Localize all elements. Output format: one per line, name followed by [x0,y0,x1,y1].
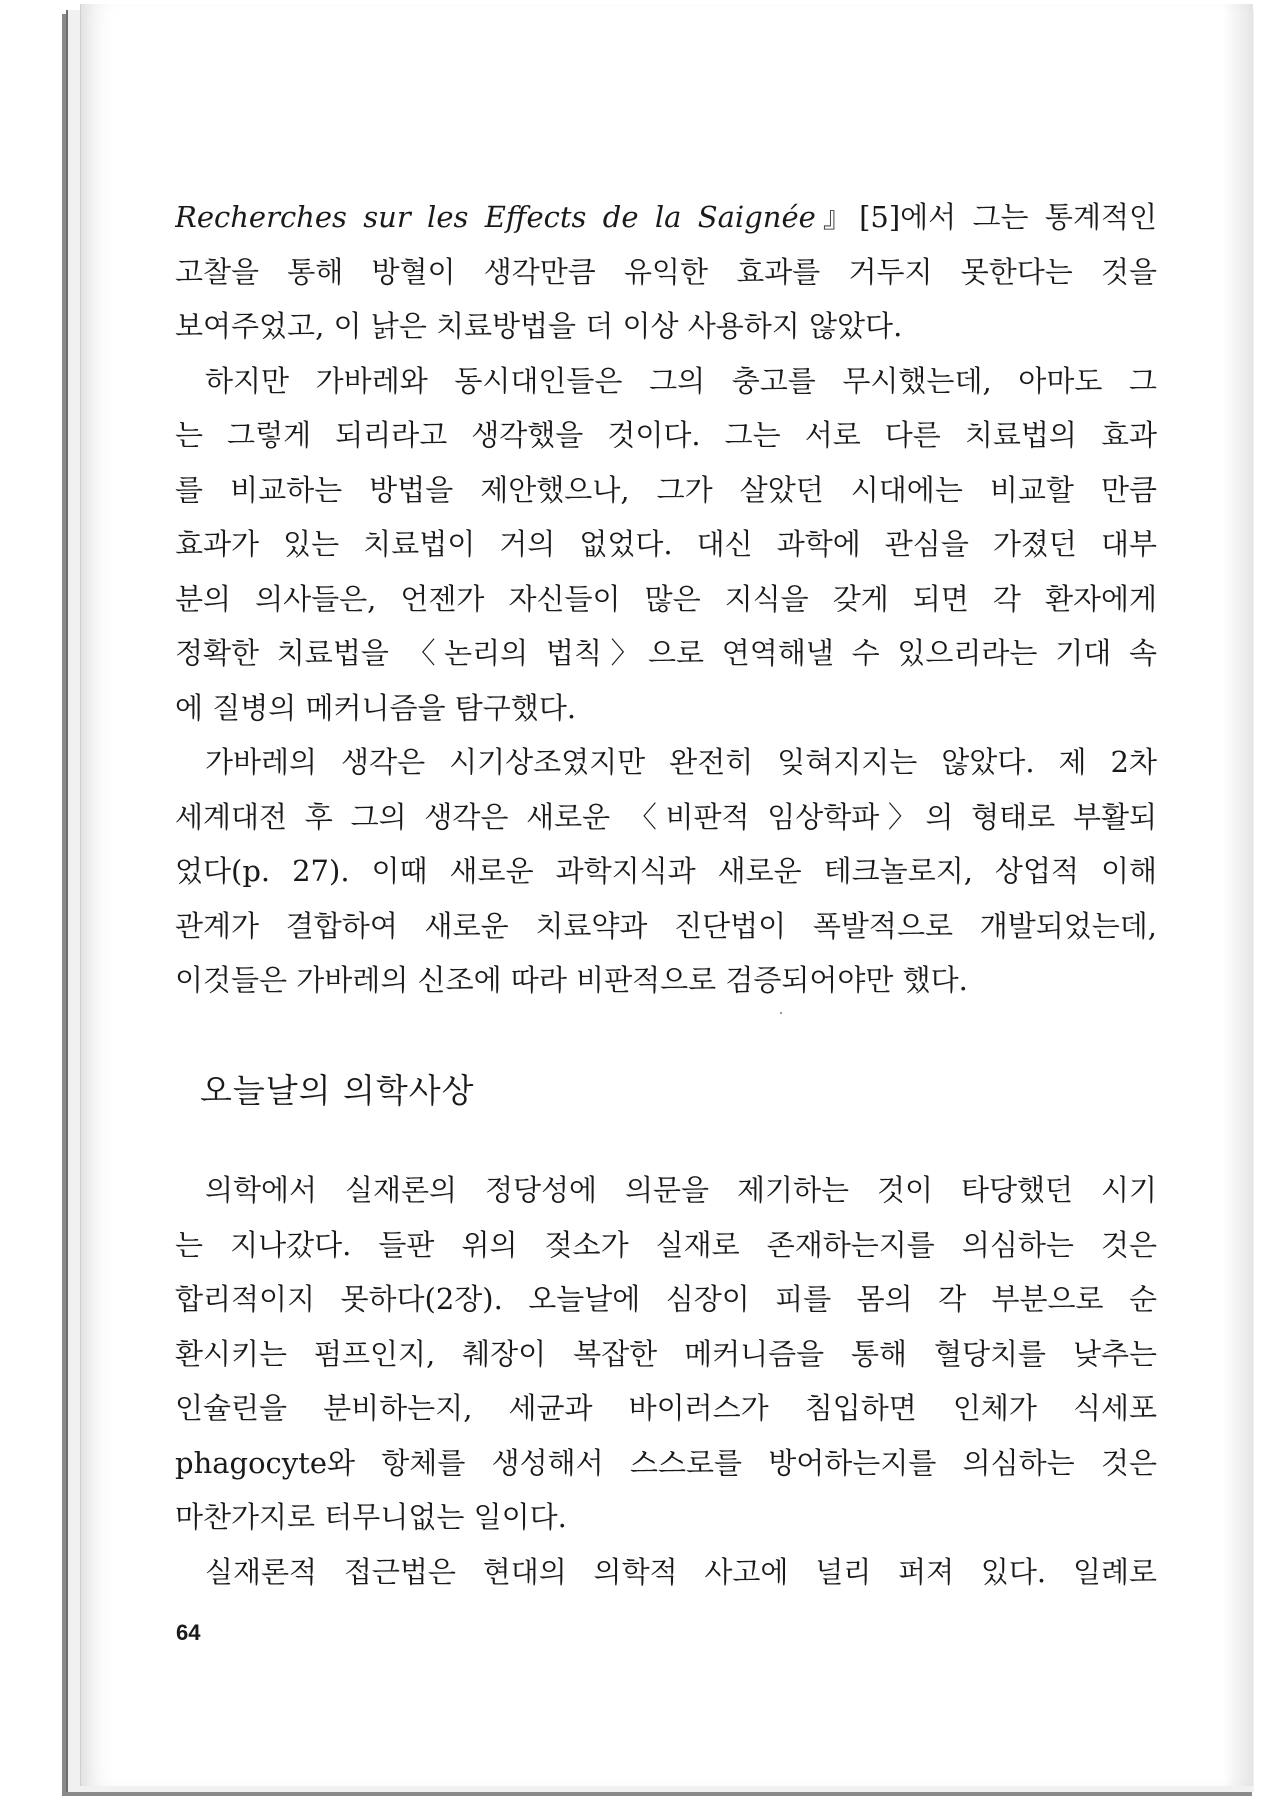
paragraph-4-line-2: 는 지나갔다. 들판 위의 젖소가 실재로 존재하는지를 의심하는 것은 [175,1227,1157,1262]
paragraph-4-line-1: 의학에서 실재론의 정당성에 의문을 제기하는 것이 타당했던 시기 [205,1173,1157,1207]
scan-speck [780,1012,782,1014]
paragraph-2-line-2: 는 그렇게 되리라고 생각했을 것이다. 그는 서로 다른 치료법의 효과 [175,418,1157,452]
paragraph-2-line-3: 를 비교하는 방법을 제안했으나, 그가 살았던 시대에는 비교할 만큼 [175,472,1157,507]
paragraph-2-line-5: 분의 의사들은, 언젠가 자신들이 많은 지식을 갖게 되면 각 환자에게 [175,581,1157,616]
paragraph-4-line-6: phagocyte와 항체를 생성해서 스스로를 방어하는지를 의심하는 것은 [175,1445,1157,1480]
paragraph-1-line-1-rest: 』[5]에서 그는 통계적인 [815,200,1157,234]
paragraph-2-line-7: 에 질병의 메커니즘을 탐구했다. [175,690,577,725]
page-number: 64 [176,1620,201,1645]
paragraph-1-line-2: 고찰을 통해 방혈이 생각만큼 유익한 효과를 거두지 못한다는 것을 [175,254,1157,289]
book-title-italic: Recherches sur les Effects de la Saignée [175,200,816,234]
paragraph-4-line-7: 마찬가지로 터무니없는 일이다. [175,1500,567,1534]
paragraph-3-line-2: 세계대전 후 그의 생각은 새로운 〈비판적 임상학파〉의 형태로 부활되 [175,799,1157,834]
paragraph-2-line-6: 정확한 치료법을 〈논리의 법칙〉으로 연역해낼 수 있으리라는 기대 속 [175,636,1157,670]
paragraph-3-line-3: 었다(p. 27). 이때 새로운 과학지식과 새로운 테크놀로지, 상업적 이해 [175,854,1157,888]
paragraph-4-line-4: 환시키는 펌프인지, 췌장이 복잡한 메커니즘을 통해 혈당치를 낮추는 [175,1336,1157,1371]
paragraph-1-line-3: 보여주었고, 이 낡은 치료방법을 더 이상 사용하지 않았다. [175,309,903,343]
paragraph-4-line-5: 인슐린을 분비하는지, 세균과 바이러스가 침입하면 인체가 식세포 [175,1391,1157,1425]
paragraph-3-line-1: 가바레의 생각은 시기상조였지만 완전히 잊혀지지는 않았다. 제 2차 [205,745,1157,779]
paragraph-5-line-1: 실재론적 접근법은 현대의 의학적 사고에 널리 퍼져 있다. 일례로 [205,1554,1157,1589]
page-gutter-shade [1223,4,1253,1786]
paragraph-2-line-4: 효과가 있는 치료법이 거의 없었다. 대신 과학에 관심을 가졌던 대부 [175,527,1157,561]
body-text-top [175,190,1157,1008]
paragraph-3-line-4: 관계가 결합하여 새로운 치료약과 진단법이 폭발적으로 개발되었는데, [175,908,1157,943]
body-text-bottom [175,1163,1157,1599]
section-heading: 오늘날의 의학사상 [200,1071,475,1110]
paragraph-1-line-1 [175,190,1157,245]
paragraph-3-line-5: 이것들은 가바레의 신조에 따라 비판적으로 검증되어야만 했다. [175,963,968,997]
paragraph-4-line-3: 합리적이지 못하다(2장). 오늘날에 심장이 피를 몸의 각 부분으로 순 [175,1282,1157,1316]
paragraph-2-line-1: 하지만 가바레와 동시대인들은 그의 충고를 무시했는데, 아마도 그 [205,363,1157,398]
